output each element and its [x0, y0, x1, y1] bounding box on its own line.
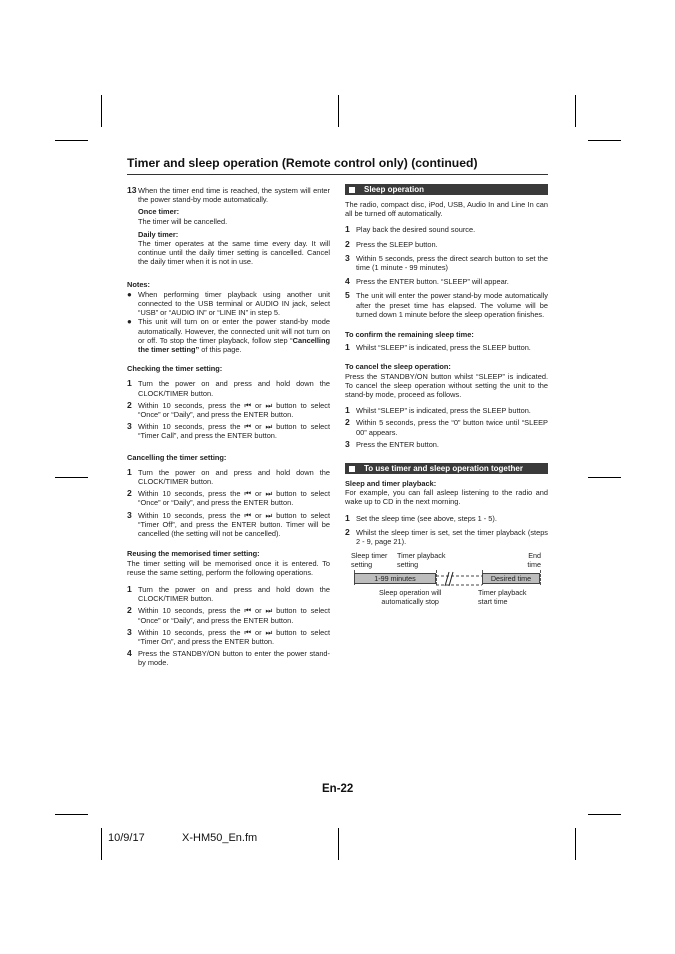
step-number: 4: [127, 648, 132, 659]
step-text: Whilst the sleep timer is set, set the timer playback (steps 2 - 9, page 21).: [356, 527, 548, 547]
step: [127, 628, 330, 646]
step: [345, 406, 548, 415]
step: [345, 343, 548, 352]
step: [345, 291, 548, 319]
page-title: Timer and sleep operation (Remote control only) (continued): [127, 156, 478, 170]
crop-mark: [338, 95, 339, 127]
step-text: Play back the desired sound source.: [356, 225, 476, 235]
note-text-part: This unit will turn on or enter the power stand-by mode automatically. However, the connected unit will not turn on or off. To stop the timer playback, follow step “: [138, 317, 330, 345]
step-number: 3: [127, 626, 132, 637]
step-13: [127, 186, 330, 204]
crop-mark: [55, 814, 88, 815]
step-text: Within 10 seconds, press the ⏮ or ⏭ button to select “Timer On”, and press the ENTER button.: [138, 627, 330, 646]
step-text: Turn the power on and press and hold down the CLOCK/TIMER button.: [138, 467, 330, 487]
bullet-icon: ●: [127, 317, 132, 327]
step-text: Within 5 seconds, press the “0” button twice until “SLEEP 00” appears.: [356, 418, 548, 437]
note-text-part: of this page.: [199, 345, 242, 355]
step-number: 1: [127, 466, 132, 477]
step-text: Press the STANDBY/ON button to enter the power stand-by mode.: [138, 649, 330, 668]
step-number: 1: [345, 224, 350, 235]
crop-mark: [338, 828, 339, 860]
step-text: Within 10 seconds, press the ⏮ or ⏭ button to select “Once” or “Daily”, and press the ENTER button.: [138, 489, 330, 508]
crop-mark: [588, 477, 621, 478]
step-text: Turn the power on and press and hold down the CLOCK/TIMER button.: [138, 584, 330, 604]
note-item: [127, 290, 330, 318]
step: [127, 379, 330, 397]
step-number: 2: [345, 238, 350, 249]
footer-filename: X-HM50_En.fm: [182, 832, 258, 844]
step: [345, 240, 548, 249]
step: [127, 649, 330, 667]
notes-heading: Notes:: [127, 279, 150, 289]
together-intro: For example, you can fall asleep listening to the radio and wake up to CD in the next morning.: [345, 488, 548, 507]
step-number: 1: [345, 512, 350, 523]
step: [345, 277, 548, 286]
section-heading-cancel-sleep: To cancel the sleep operation:: [345, 362, 451, 372]
section-heading-sleep-timer: Sleep and timer playback:: [345, 479, 437, 489]
step: [345, 225, 548, 234]
step-text: Press the SLEEP button.: [356, 239, 438, 249]
section-bar-sleep: [345, 184, 548, 195]
step-text: Press the ENTER button.: [356, 439, 439, 449]
step-number: 3: [127, 421, 132, 432]
once-timer-text: The timer will be cancelled.: [138, 216, 228, 226]
section-heading-confirm: To confirm the remaining sleep time:: [345, 330, 474, 340]
section-heading-checking: Checking the timer setting:: [127, 364, 223, 374]
step: [345, 514, 548, 523]
crop-mark: [101, 95, 102, 127]
daily-timer-label: Daily timer:: [138, 229, 179, 239]
section-heading-cancelling: Cancelling the timer setting:: [127, 452, 227, 462]
note-text: When performing timer playback using another unit connected to the USB terminal or AUDIO IN jack, select “USB” or “AUDIO IN” or “LINE IN” in step 5.: [138, 289, 330, 318]
crop-mark: [575, 828, 576, 860]
step-text: Set the sleep time (see above, steps 1 - 5).: [356, 513, 497, 523]
step-number: 2: [127, 488, 132, 499]
step-number: 3: [345, 252, 350, 263]
once-timer-label: Once timer:: [138, 207, 180, 217]
step-text: When the timer end time is reached, the system will enter the power stand-by mode automatically.: [138, 186, 330, 205]
step-text: Within 10 seconds, press the ⏮ or ⏭ button to select “Timer Off”, and press the ENTER button. Timer will be cancelled (the setting will not be cancelled).: [138, 510, 330, 539]
title-rule: [127, 174, 548, 175]
step: [127, 401, 330, 419]
step-number: 3: [127, 509, 132, 520]
step-text: Whilst “SLEEP” is indicated, press the SLEEP button.: [356, 406, 531, 416]
crop-mark: [101, 828, 102, 860]
step: [345, 440, 548, 449]
daily-timer-text: The timer operates at the same time every day. It will continue until the daily timer setting is cancelled. Cancel the daily timer when it is not in use.: [138, 239, 330, 267]
diagram-label-playback-start: Timer playback start time: [478, 588, 527, 606]
crop-mark: [575, 95, 576, 127]
crop-mark: [55, 477, 88, 478]
step-number: 3: [345, 438, 350, 449]
step-number: 2: [127, 399, 132, 410]
section-bar-label: To use timer and sleep operation together: [364, 464, 523, 474]
diagram-box-sleep-duration: 1-99 minutes: [354, 573, 436, 584]
left-column: [127, 186, 330, 671]
step-text: Whilst “SLEEP” is indicated, press the SLEEP button.: [356, 343, 531, 353]
step-text: Within 5 seconds, press the direct search button to set the time (1 minute - 99 minutes): [356, 253, 548, 273]
right-column: [345, 184, 548, 616]
step: [127, 511, 330, 539]
note-item: [127, 317, 330, 354]
step-text: Within 10 seconds, press the ⏮ or ⏭ button to select “Once” or “Daily”, and press the ENTER button.: [138, 400, 330, 420]
step-text: Within 10 seconds, press the ⏮ or ⏭ button to select “Timer Call”, and press the ENTER button.: [138, 422, 330, 441]
step: [127, 489, 330, 507]
sleep-intro: The radio, compact disc, iPod, USB, Audio In and Line In can all be turned off automatically.: [345, 200, 548, 219]
crop-mark: [55, 140, 88, 141]
step: [345, 254, 548, 272]
step-number: 5: [345, 290, 350, 301]
step-number: 1: [345, 405, 350, 416]
bullet-icon: ●: [127, 289, 132, 299]
step-text: Turn the power on and press and hold down the CLOCK/TIMER button.: [138, 379, 330, 398]
diagram-box-desired-time: Desired time: [482, 573, 540, 584]
page-number: En-22: [322, 783, 354, 795]
step: [345, 528, 548, 546]
footer-date: 10/9/17: [108, 832, 145, 844]
step-text: Press the ENTER button. “SLEEP” will appear.: [356, 277, 509, 287]
step: [345, 418, 548, 436]
step-number: 2: [127, 605, 132, 616]
step-number: 1: [345, 342, 350, 353]
diagram-label-timer-playback-setting: Timer playback setting: [397, 551, 446, 569]
diagram-timeline: [436, 570, 482, 587]
note-text: [138, 317, 330, 354]
reusing-intro: The timer setting will be memorised once it is entered. To reuse the same setting, perform the following operations.: [127, 558, 330, 577]
step-number: 4: [345, 276, 350, 287]
step-number: 1: [127, 378, 132, 389]
timer-types: [138, 207, 330, 266]
cancel-sleep-intro: Press the STANDBY/ON button whilst “SLEEP” is indicated. To cancel the sleep operation without setting the unit to the stand-by mode, proceed as follows.: [345, 371, 548, 400]
step-number: 2: [345, 417, 350, 428]
section-bar-label: Sleep operation: [364, 185, 425, 194]
crop-mark: [588, 140, 621, 141]
diagram-label-end-time: End time: [527, 551, 541, 569]
step: [127, 422, 330, 440]
step: [127, 585, 330, 603]
step-number: 1: [127, 583, 132, 594]
section-heading-reusing: Reusing the memorised timer setting:: [127, 549, 260, 559]
step: [127, 606, 330, 624]
square-icon: [349, 187, 355, 193]
step-text: Within 10 seconds, press the ⏮ or ⏭ button to select “Once” or “Daily”, and press the ENTER button.: [138, 606, 330, 625]
diagram-label-sleep-stop: Sleep operation will automatically stop: [379, 588, 442, 606]
timer-diagram: [345, 552, 548, 616]
square-icon: [349, 466, 355, 472]
step-number: 13: [127, 185, 137, 195]
step: [127, 468, 330, 486]
diagram-tick: [540, 570, 541, 585]
section-bar-together: [345, 463, 548, 474]
step-number: 2: [345, 526, 350, 537]
crop-mark: [588, 814, 621, 815]
step-text: The unit will enter the power stand-by mode automatically after the preset time has elapsed. The volume will be turned down 1 minute before the sleep operation finishes.: [356, 291, 548, 319]
diagram-label-sleep-timer-setting: Sleep timer setting: [351, 551, 388, 569]
note-text-bold: Cancelling the timer setting”: [138, 335, 330, 355]
